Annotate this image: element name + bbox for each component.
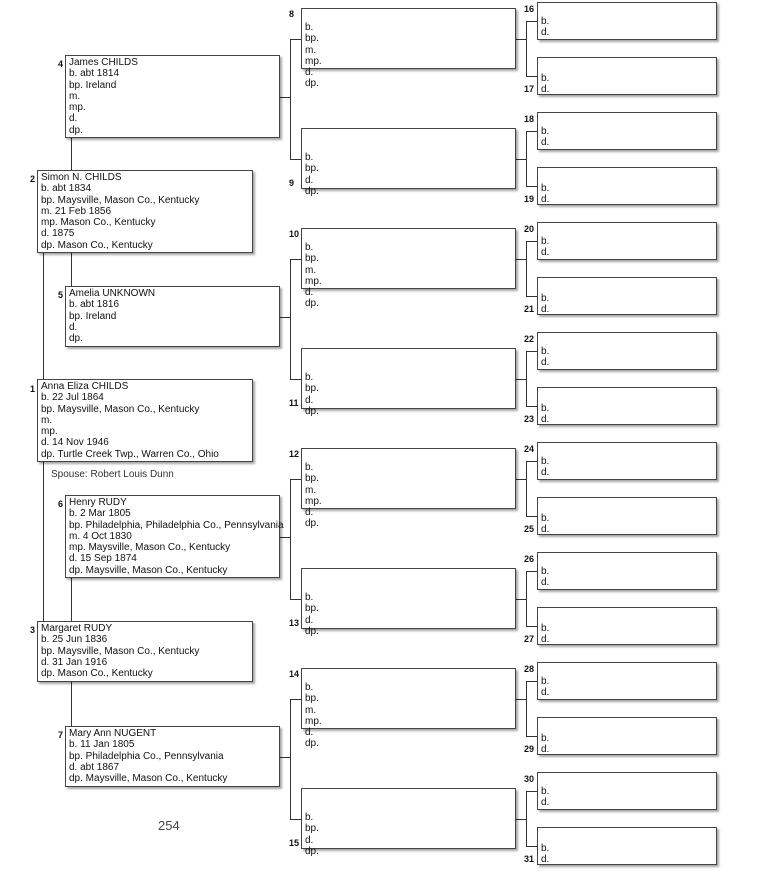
person-number-13: 13 bbox=[289, 618, 300, 628]
field-line: d. bbox=[305, 614, 314, 626]
person-number-12: 12 bbox=[289, 449, 300, 459]
person-box-28[interactable] bbox=[537, 662, 717, 700]
field-line: b. bbox=[541, 513, 550, 524]
connector-line bbox=[516, 819, 526, 820]
field-line: d. bbox=[541, 194, 550, 206]
field-line: mp. bbox=[305, 55, 322, 67]
person-number-3: 3 bbox=[30, 625, 36, 635]
person-box-12[interactable] bbox=[301, 448, 516, 530]
person-number-22: 22 bbox=[524, 334, 535, 344]
connector-line bbox=[526, 241, 527, 296]
field-line: dp. bbox=[305, 625, 319, 637]
person-number-30: 30 bbox=[524, 774, 535, 784]
person-name: Margaret RUDY bbox=[41, 623, 113, 634]
person-box-1[interactable] bbox=[37, 379, 253, 462]
birth-date: b. 22 Jul 1864 bbox=[41, 392, 104, 404]
connector-line bbox=[526, 241, 537, 242]
connector-line bbox=[526, 21, 527, 76]
connector-line bbox=[290, 259, 301, 260]
field-line: d. bbox=[541, 687, 550, 699]
connector-line bbox=[290, 819, 301, 820]
person-number-23: 23 bbox=[524, 414, 535, 424]
connector-line bbox=[290, 39, 291, 159]
person-number-11: 11 bbox=[289, 398, 299, 408]
person-box-19[interactable] bbox=[537, 167, 717, 205]
field-line: bp. bbox=[305, 383, 319, 395]
connector-line bbox=[280, 537, 290, 538]
person-name: Henry RUDY bbox=[69, 497, 127, 508]
person-box-15[interactable] bbox=[301, 788, 516, 857]
person-box-14[interactable] bbox=[301, 668, 516, 750]
field-line: b. bbox=[541, 843, 550, 854]
connector-line bbox=[516, 479, 526, 480]
person-number-1: 1 bbox=[30, 384, 36, 394]
birth-date: b. 11 Jan 1805 bbox=[69, 739, 135, 751]
person-box-3[interactable] bbox=[37, 621, 253, 682]
person-number-2: 2 bbox=[30, 174, 36, 184]
person-number-5: 5 bbox=[58, 290, 64, 300]
field-line: bp. bbox=[305, 823, 319, 835]
marriage-date: m. 21 Feb 1856 bbox=[41, 205, 112, 217]
field-line: d. bbox=[305, 67, 314, 79]
field-line: b. bbox=[541, 456, 550, 467]
field-line: dp. bbox=[305, 405, 319, 417]
person-box-13[interactable] bbox=[301, 568, 516, 637]
connector-line bbox=[526, 571, 527, 626]
field-line: m. bbox=[305, 704, 317, 716]
connector-line bbox=[290, 699, 291, 819]
marriage-date: m. bbox=[69, 90, 81, 102]
person-box-8[interactable] bbox=[301, 8, 516, 90]
connector-line bbox=[526, 736, 537, 737]
marriage-date: m. 4 Oct 1830 bbox=[69, 530, 132, 542]
birth-place: bp. Ireland bbox=[69, 310, 117, 322]
connector-line bbox=[526, 681, 527, 736]
marriage-date: m. bbox=[41, 414, 53, 426]
person-box-31[interactable] bbox=[537, 827, 717, 865]
person-box-24[interactable] bbox=[537, 442, 717, 480]
field-line: bp. bbox=[305, 163, 319, 175]
connector-line bbox=[280, 317, 290, 318]
field-line: mp. bbox=[305, 495, 322, 507]
field-line: b. bbox=[305, 592, 314, 603]
connector-line bbox=[290, 699, 301, 700]
birth-place: bp. Maysville, Mason Co., Kentucky bbox=[41, 403, 200, 415]
field-line: b. bbox=[305, 682, 314, 693]
field-line: b. bbox=[541, 676, 550, 687]
connector-line bbox=[71, 253, 72, 286]
field-line: b. bbox=[541, 346, 550, 357]
field-line: bp. bbox=[305, 253, 319, 265]
person-box-6[interactable] bbox=[65, 495, 284, 578]
connector-line bbox=[290, 259, 291, 379]
person-number-10: 10 bbox=[289, 229, 300, 239]
field-line: b. bbox=[541, 126, 550, 137]
death-place: dp. bbox=[69, 124, 83, 136]
person-number-14: 14 bbox=[289, 669, 300, 679]
marriage-place: mp. bbox=[69, 102, 86, 114]
birth-place: bp. Maysville, Mason Co., Kentucky bbox=[41, 194, 200, 206]
field-line: d. bbox=[541, 577, 550, 589]
person-name: Anna Eliza CHILDS bbox=[41, 381, 129, 392]
field-line: d. bbox=[541, 304, 550, 316]
person-number-28: 28 bbox=[524, 664, 535, 674]
field-line: d. bbox=[305, 174, 314, 186]
birth-date: b. abt 1834 bbox=[41, 183, 92, 195]
connector-line bbox=[526, 406, 537, 407]
connector-line bbox=[526, 626, 537, 627]
field-line: b. bbox=[305, 152, 314, 163]
person-box-26[interactable] bbox=[537, 552, 717, 590]
field-line: d. bbox=[541, 247, 550, 259]
person-number-16: 16 bbox=[524, 4, 535, 14]
death-place: dp. Mason Co., Kentucky bbox=[41, 239, 153, 251]
connector-line bbox=[526, 516, 537, 517]
field-line: d. bbox=[541, 744, 550, 756]
field-line: d. bbox=[541, 797, 550, 809]
birth-place: bp. Ireland bbox=[69, 79, 117, 91]
field-line: b. bbox=[541, 566, 550, 577]
field-line: d. bbox=[541, 524, 550, 536]
field-line: m. bbox=[305, 484, 317, 496]
field-line: b. bbox=[541, 733, 550, 744]
person-number-20: 20 bbox=[524, 224, 535, 234]
spouse-label: Spouse: Robert Louis Dunn bbox=[51, 469, 174, 480]
person-box-17[interactable] bbox=[537, 57, 717, 95]
field-line: dp. bbox=[305, 185, 319, 197]
birth-place: bp. Philadelphia Co., Pennsylvania bbox=[69, 750, 224, 762]
connector-line bbox=[526, 131, 527, 186]
person-box-2[interactable] bbox=[37, 170, 253, 253]
field-line: mp. bbox=[305, 275, 322, 287]
connector-line bbox=[290, 39, 301, 40]
connector-line bbox=[526, 76, 537, 77]
connector-line bbox=[280, 97, 290, 98]
connector-line bbox=[71, 578, 72, 621]
field-line: b. bbox=[305, 462, 314, 473]
person-box-21[interactable] bbox=[537, 277, 717, 315]
field-line: d. bbox=[541, 137, 550, 149]
connector-line bbox=[516, 39, 526, 40]
person-number-29: 29 bbox=[524, 744, 535, 754]
field-line: dp. bbox=[305, 78, 319, 90]
connector-line bbox=[280, 757, 290, 758]
person-number-27: 27 bbox=[524, 634, 535, 644]
field-line: b. bbox=[541, 403, 550, 414]
connector-line bbox=[526, 21, 537, 22]
connector-line bbox=[526, 791, 527, 846]
connector-line bbox=[43, 253, 44, 379]
person-box-5[interactable] bbox=[65, 286, 280, 347]
field-line: mp. bbox=[305, 715, 322, 727]
field-line: b. bbox=[305, 372, 314, 383]
birth-place: bp. Maysville, Mason Co., Kentucky bbox=[41, 645, 200, 657]
connector-line bbox=[526, 461, 527, 516]
person-box-29[interactable] bbox=[537, 717, 717, 755]
connector-line bbox=[516, 699, 526, 700]
person-box-11[interactable] bbox=[301, 348, 516, 417]
field-line: m. bbox=[305, 44, 317, 56]
field-line: b. bbox=[541, 293, 550, 304]
person-name: James CHILDS bbox=[69, 57, 138, 68]
field-line: b. bbox=[541, 623, 550, 634]
marriage-place: mp. Maysville, Mason Co., Kentucky bbox=[69, 542, 231, 554]
field-line: bp. bbox=[305, 603, 319, 615]
person-number-31: 31 bbox=[524, 854, 535, 864]
connector-line bbox=[526, 681, 537, 682]
birth-date: b. abt 1816 bbox=[69, 299, 120, 311]
field-line: d. bbox=[305, 287, 314, 299]
person-box-9[interactable] bbox=[301, 128, 516, 197]
person-box-4[interactable] bbox=[65, 55, 280, 138]
connector-line bbox=[526, 461, 537, 462]
person-name: Simon N. CHILDS bbox=[41, 172, 122, 183]
person-number-4: 4 bbox=[58, 59, 64, 69]
field-line: b. bbox=[305, 242, 314, 253]
field-line: d. bbox=[305, 394, 314, 406]
person-box-16[interactable] bbox=[537, 2, 717, 40]
connector-line bbox=[290, 159, 301, 160]
field-line: d. bbox=[541, 854, 550, 866]
connector-line bbox=[516, 159, 526, 160]
connector-line bbox=[290, 479, 291, 599]
person-number-24: 24 bbox=[524, 444, 535, 454]
field-line: d. bbox=[541, 634, 550, 646]
death-place: dp. Mason Co., Kentucky bbox=[41, 668, 153, 680]
connector-line bbox=[290, 379, 301, 380]
person-name: Amelia UNKNOWN bbox=[69, 288, 156, 299]
death-date: d. 15 Sep 1874 bbox=[69, 553, 137, 565]
death-date: d. 1875 bbox=[41, 228, 75, 240]
field-line: b. bbox=[541, 183, 550, 194]
field-line: dp. bbox=[305, 738, 319, 750]
field-line: b. bbox=[305, 22, 314, 33]
person-number-9: 9 bbox=[289, 178, 295, 188]
connector-line bbox=[526, 571, 537, 572]
person-box-23[interactable] bbox=[537, 387, 717, 425]
person-number-21: 21 bbox=[524, 304, 535, 314]
page-number: 254 bbox=[158, 818, 180, 833]
connector-line bbox=[71, 682, 72, 726]
person-number-19: 19 bbox=[524, 194, 535, 204]
person-number-26: 26 bbox=[524, 554, 535, 564]
field-line: b. bbox=[541, 786, 550, 797]
birth-place: bp. Philadelphia, Philadelphia Co., Pennsylvania bbox=[69, 519, 284, 531]
field-line: m. bbox=[305, 264, 317, 276]
person-name: Mary Ann NUGENT bbox=[69, 728, 157, 739]
person-number-7: 7 bbox=[58, 730, 64, 740]
person-number-6: 6 bbox=[58, 499, 64, 509]
field-line: dp. bbox=[305, 298, 319, 310]
person-number-17: 17 bbox=[524, 84, 535, 94]
person-box-10[interactable] bbox=[301, 228, 516, 310]
death-date: d. bbox=[69, 321, 78, 333]
connector-line bbox=[516, 599, 526, 600]
person-number-15: 15 bbox=[289, 838, 300, 848]
connector-line bbox=[526, 791, 537, 792]
birth-date: b. abt 1814 bbox=[69, 68, 120, 80]
field-line: b. bbox=[305, 812, 314, 823]
field-line: bp. bbox=[305, 473, 319, 485]
field-line: d. bbox=[305, 507, 314, 519]
death-place: dp. bbox=[69, 333, 83, 345]
connector-line bbox=[516, 379, 526, 380]
field-line: b. bbox=[541, 236, 550, 247]
person-box-7[interactable] bbox=[65, 726, 280, 787]
person-number-8: 8 bbox=[289, 9, 295, 19]
person-number-18: 18 bbox=[524, 114, 535, 124]
connector-line bbox=[526, 351, 527, 406]
field-line: d. bbox=[541, 414, 550, 426]
death-place: dp. Maysville, Mason Co., Kentucky bbox=[69, 773, 228, 785]
person-box-18[interactable] bbox=[537, 112, 717, 150]
field-line: d. bbox=[541, 84, 550, 96]
field-line: d. bbox=[305, 834, 314, 846]
death-date: d. 14 Nov 1946 bbox=[41, 437, 109, 449]
connector-line bbox=[526, 351, 537, 352]
field-line: dp. bbox=[305, 518, 319, 530]
connector-line bbox=[526, 846, 537, 847]
connector-line bbox=[290, 599, 301, 600]
field-line: bp. bbox=[305, 693, 319, 705]
connector-line bbox=[526, 186, 537, 187]
marriage-place: mp. Mason Co., Kentucky bbox=[41, 217, 156, 229]
field-line: d. bbox=[541, 467, 550, 479]
person-box-27[interactable] bbox=[537, 607, 717, 645]
field-line: b. bbox=[541, 73, 550, 84]
person-number-25: 25 bbox=[524, 524, 535, 534]
field-line: d. bbox=[305, 727, 314, 739]
field-line: dp. bbox=[305, 845, 319, 857]
marriage-place: mp. bbox=[41, 426, 58, 438]
connector-line bbox=[71, 138, 72, 170]
death-place: dp. Turtle Creek Twp., Warren Co., Ohio bbox=[41, 448, 219, 460]
death-place: dp. Maysville, Mason Co., Kentucky bbox=[69, 564, 228, 576]
birth-date: b. 25 Jun 1836 bbox=[41, 634, 108, 646]
person-box-22[interactable] bbox=[537, 332, 717, 370]
death-date: d. 31 Jan 1916 bbox=[41, 656, 108, 668]
birth-date: b. 2 Mar 1805 bbox=[69, 508, 131, 520]
death-date: d. abt 1867 bbox=[69, 761, 120, 773]
connector-line bbox=[526, 131, 537, 132]
person-box-30[interactable] bbox=[537, 772, 717, 810]
field-line: d. bbox=[541, 27, 550, 39]
connector-line bbox=[43, 462, 44, 621]
field-line: d. bbox=[541, 357, 550, 369]
person-box-25[interactable] bbox=[537, 497, 717, 535]
connector-line bbox=[516, 259, 526, 260]
connector-line bbox=[526, 296, 537, 297]
person-box-20[interactable] bbox=[537, 222, 717, 260]
connector-line bbox=[290, 479, 301, 480]
death-date: d. bbox=[69, 113, 78, 125]
field-line: bp. bbox=[305, 33, 319, 45]
field-line: b. bbox=[541, 16, 550, 27]
